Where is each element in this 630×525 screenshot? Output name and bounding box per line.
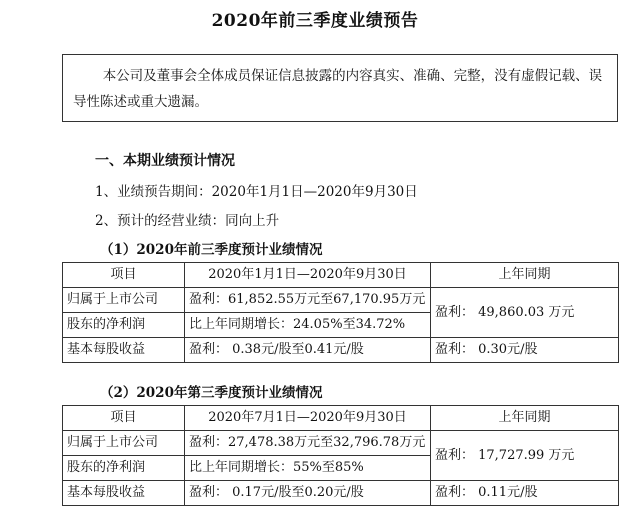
eps-prior: 盈利： 0.11元/股	[431, 481, 619, 506]
eps-label: 基本每股收益	[63, 481, 185, 506]
table-header-row	[63, 263, 619, 288]
header-period: 2020年7月1日—2020年9月30日	[185, 406, 431, 431]
header-item: 项目	[63, 263, 185, 288]
eps-current: 盈利： 0.17元/股至0.20元/股	[185, 481, 431, 506]
table-row	[63, 338, 619, 363]
net-profit-prior: 盈利： 49,860.03 万元	[431, 288, 619, 338]
net-profit-label-line1: 归属于上市公司	[63, 431, 185, 456]
forecast-result: 2、预计的经营业绩：同向上升	[95, 213, 280, 229]
net-profit-prior: 盈利： 17,727.99 万元	[431, 431, 619, 481]
page-title: 2020年前三季度业绩预告	[211, 11, 419, 31]
header-item: 项目	[63, 406, 185, 431]
table-row	[63, 481, 619, 506]
table-third-quarter	[62, 405, 619, 506]
table1-heading: （1）2020年前三季度预计业绩情况	[100, 242, 323, 258]
header-prior: 上年同期	[431, 406, 619, 431]
header-period: 2020年1月1日—2020年9月30日	[185, 263, 431, 288]
net-profit-current: 盈利：61,852.55万元至67,170.95万元	[185, 288, 431, 313]
table-first-three-quarters	[62, 262, 619, 363]
net-profit-label-line2: 股东的净利润	[63, 313, 185, 338]
disclosure-notice-box	[62, 54, 618, 122]
net-profit-growth: 比上年同期增长：55%至85%	[185, 456, 431, 481]
forecast-period: 1、业绩预告期间：2020年1月1日—2020年9月30日	[95, 184, 418, 200]
table-header-row	[63, 406, 619, 431]
header-prior: 上年同期	[431, 263, 619, 288]
net-profit-current: 盈利：27,478.38万元至32,796.78万元	[185, 431, 431, 456]
eps-label: 基本每股收益	[63, 338, 185, 363]
disclosure-notice-text: 本公司及董事会全体成员保证信息披露的内容真实、准确、完整，没有虚假记载、误导性陈述或重大遗漏。	[73, 68, 603, 110]
table-row	[63, 431, 619, 456]
eps-prior: 盈利： 0.30元/股	[431, 338, 619, 363]
net-profit-label-line1: 归属于上市公司	[63, 288, 185, 313]
net-profit-label-line2: 股东的净利润	[63, 456, 185, 481]
eps-current: 盈利： 0.38元/股至0.41元/股	[185, 338, 431, 363]
net-profit-growth: 比上年同期增长：24.05%至34.72%	[185, 313, 431, 338]
section-heading: 一、本期业绩预计情况	[95, 153, 235, 169]
table2-heading: （2）2020年第三季度预计业绩情况	[100, 385, 323, 401]
table-row	[63, 288, 619, 313]
